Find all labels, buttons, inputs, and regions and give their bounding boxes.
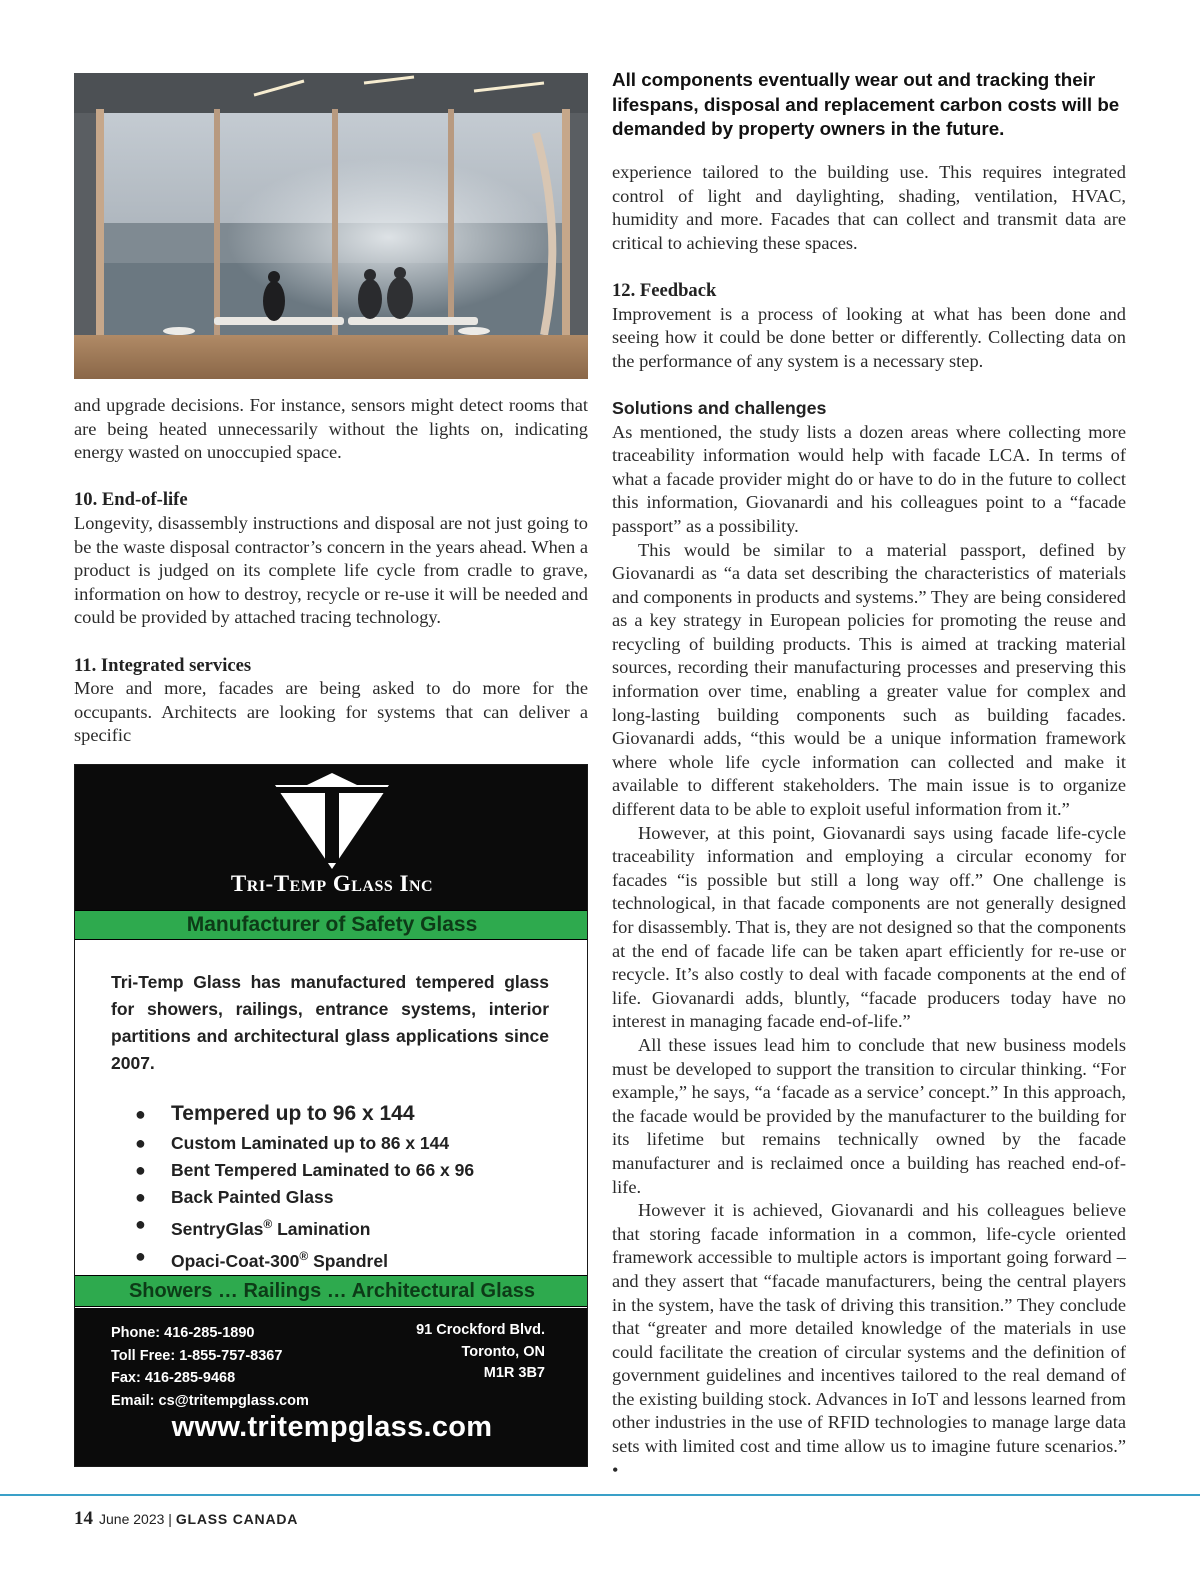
- footer-rule: [0, 1494, 1200, 1496]
- ad-address-line: 91 Crockford Blvd.: [416, 1322, 545, 1338]
- list-item: ● Opaci-Coat-300® Spandrel: [135, 1243, 555, 1275]
- ad-product-bar: Showers … Railings … Architectural Glass: [75, 1275, 588, 1307]
- ad-tagline: Manufacturer of Safety Glass: [75, 910, 588, 940]
- ad-phone: Phone: 416-285-1890: [111, 1325, 255, 1341]
- bullet-icon: ●: [135, 1133, 146, 1153]
- page-number: 14: [74, 1508, 93, 1529]
- section-11-body: More and more, facades are being asked to do more for the occupants. Architects are looking for systems that can deliver a specific: [74, 678, 588, 746]
- section-10-heading: 10. End-of-life: [74, 489, 188, 511]
- solutions-paragraph-5: However it is achieved, Giovanardi and his colleagues believe that storing facade information in a common, life-cycle oriented framework accessible to multiple actors is important going forward – and they assert that “facade manufacturers, being the central players in the system, have the task of driving this transition.” They conclude that “greater and more detailed knowledge of the materials in use could facilitate the creation of circular systems and the definition of government guidelines and incentives tailored to the real demand of the existing building stock. Advances in IoT and lessons learned from other industries in the use of RFID technologies to manage large data sets with limited cost and time allow us to imagine future scenarios.” •: [612, 1200, 1126, 1480]
- ad-fax: Fax: 416-285-9468: [111, 1370, 236, 1386]
- solutions-paragraph-4: All these issues lead him to conclude that new business models must be developed to support the transition to circular thinking. “For example,” he says, “a ‘facade as a service’ concept.” In this approach, the facade would be provided by the manufacturer to the building for its lifetime but remains technically owned by the facade manufacturer and is reclaimed once a building has reached end-of-life.: [612, 1034, 1126, 1197]
- ad-description: Tri-Temp Glass has manufactured tempered glass for showers, railings, entrance systems, interior partitions and architectural glass applications since 2007.: [111, 972, 549, 1073]
- ad-tollfree: Toll Free: 1-855-757-8367: [111, 1347, 283, 1364]
- ad-address-line: M1R 3B7: [483, 1365, 545, 1381]
- issue-date: June 2023 |: [99, 1511, 176, 1527]
- ad-contacts: [111, 1322, 309, 1412]
- bullet-icon: ●: [135, 1104, 146, 1124]
- pull-quote: All components eventually wear out and tracking their lifespans, disposal and replacement carbon costs will be demanded by property owners in the future.: [612, 69, 1120, 139]
- ad-contact-block: [75, 1308, 588, 1467]
- tri-temp-logo-icon: [275, 773, 389, 869]
- ad-email[interactable]: Email: cs@tritempglass.com: [111, 1392, 309, 1409]
- list-item: ● SentryGlas® Lamination: [135, 1211, 555, 1243]
- solutions-paragraph-3: However, at this point, Giovanardi says using facade life-cycle traceability information and employing a circular economy for facades “is possible but still a long way off.” One challenge is technological, in that facade components are not generally designed for disassembly. That is, they are not designed so that the components at the end of facade life can be taken apart efficiently for re-use or recycle. It’s also costly to deal with facade components at the end of life. Giovanardi adds, bluntly, “facade producers today have no interest in managing facade end-of-life.”: [612, 822, 1126, 1032]
- section-11-heading: 11. Integrated services: [74, 654, 252, 676]
- solutions-paragraph-1: As mentioned, the study lists a dozen areas where collecting more traceability information would help with facade LCA. In terms of what a facade provider might do or have to do in the future to collect this information, Giovanardi and his colleagues point to a “facade passport” as a possibility.: [612, 421, 1126, 536]
- ad-company-name: Tri-Temp Glass Inc: [230, 871, 434, 896]
- list-item: ● Bent Tempered Laminated to 66 x 96: [135, 1157, 555, 1184]
- list-item: ● Custom Laminated up to 86 x 144: [135, 1130, 555, 1157]
- ad-product-list: [135, 1098, 555, 1275]
- section-10-body: Longevity, disassembly instructions and disposal are not just going to be the waste disposal contractor’s concern in the years ahead. When a product is judged on its complete life cycle from cradle to grave, information on how to destroy, recycle or re-use it will be needed and could be provided by attached tracing technology.: [74, 512, 588, 628]
- solutions-heading: Solutions and challenges: [612, 397, 827, 418]
- bullet-icon: ●: [135, 1214, 146, 1234]
- article-photo: [74, 73, 588, 379]
- right-column: [612, 161, 1126, 1482]
- section-12-heading: 12. Feedback: [612, 279, 717, 301]
- list-item: ● Tempered up to 96 x 144: [135, 1098, 555, 1130]
- bullet-icon: ●: [135, 1245, 146, 1266]
- solutions-paragraph-2: This would be similar to a material passport, defined by Giovanardi as “a data set describing the characteristics of materials and components in products and systems.” They are being considered as a key strategy in European policies for promoting the reuse and recycling of building products. This is aimed at tracking material sources, recording their manufacturing processes and preserving this information over time, enabling a greater value for complex and long-lasting building components such as building facades. Giovanardi adds, “this would be a unique information framework where whole life cycle information can collected and make it available to different stakeholders. The main issue is to organize different data to be able to exploit useful information from it.”: [612, 539, 1126, 820]
- tri-temp-advertisement: [74, 764, 588, 1467]
- ad-address-line: Toronto, ON: [461, 1343, 545, 1360]
- magazine-name: GLASS CANADA: [175, 1511, 299, 1527]
- left-intro-paragraph: and upgrade decisions. For instance, sensors might detect rooms that are being heated unnecessarily without the lights on, indicating energy wasted on unoccupied space.: [74, 395, 588, 463]
- bullet-icon: ●: [135, 1187, 146, 1207]
- bullet-icon: ●: [135, 1160, 146, 1180]
- section-11-continued: experience tailored to the building use. This requires integrated control of light and daylighting, shading, ventilation, HVAC, humidity and more. Facades that can collect and transmit data are critical to achieving these spaces.: [612, 162, 1126, 253]
- ad-header: [75, 765, 588, 910]
- ad-address: [416, 1320, 545, 1385]
- left-column: [74, 394, 588, 748]
- ad-website-link[interactable]: www.tritempglass.com: [171, 1411, 493, 1443]
- page-footer: [74, 1508, 298, 1530]
- list-item: ● Back Painted Glass: [135, 1184, 555, 1211]
- section-12-body: Improvement is a process of looking at what has been done and seeing how it could be done better or differently. Collecting data on the performance of any system is a necessary step.: [612, 303, 1126, 371]
